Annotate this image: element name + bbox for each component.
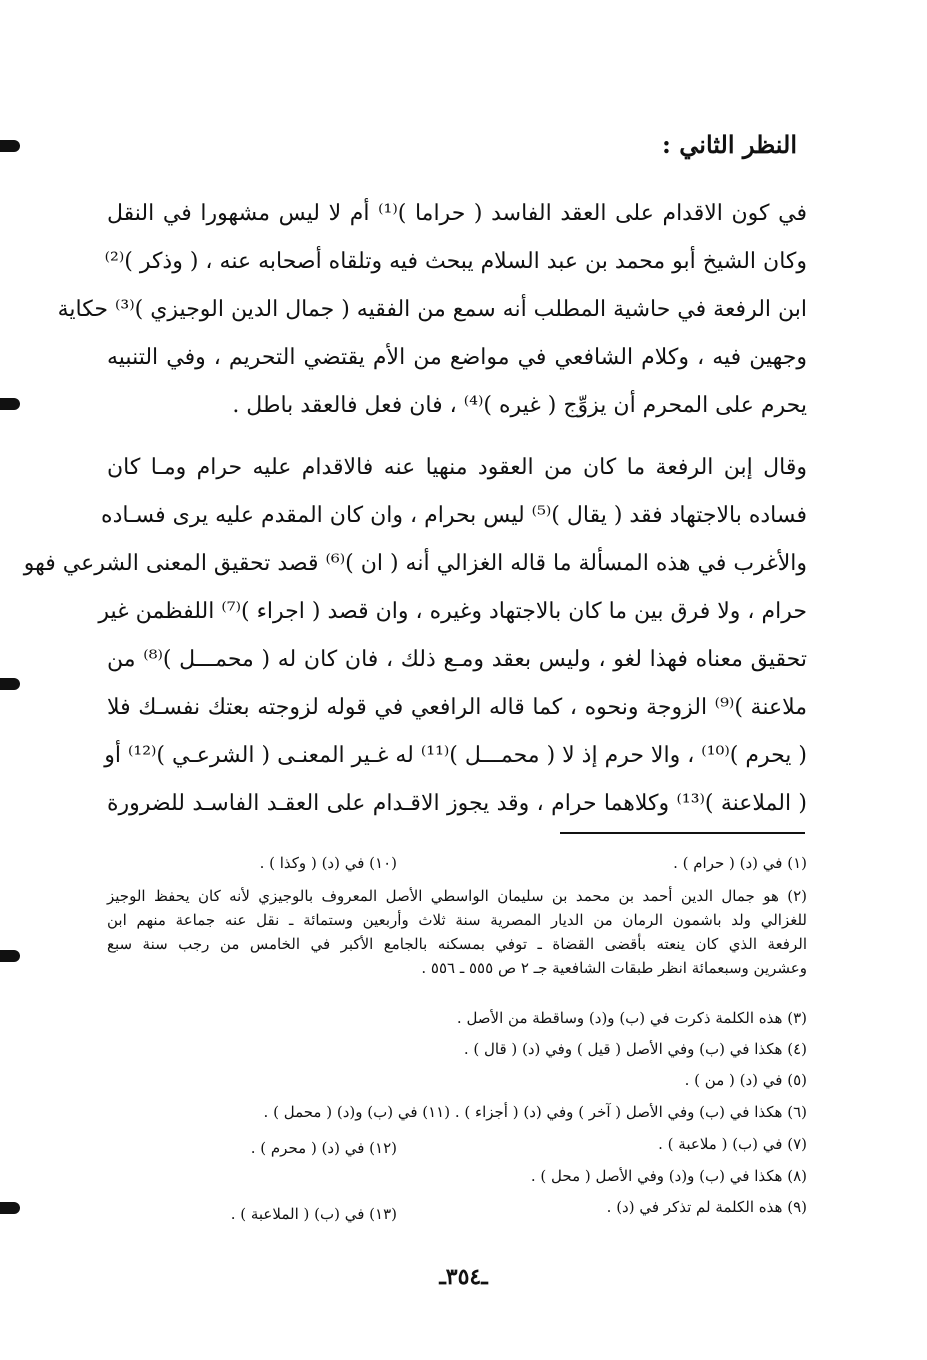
paragraph-2-line: وقال إبن الرفعة ما كان من العقود منهيا عنه فالاقدام عليه حرام ومـا كان bbox=[107, 455, 807, 480]
footnote-2-line: الرفعة الذي كان ينعته بأقضى القضاة ـ توفي بمسكنه بالجامع الأكبر في الخامس من رجب سنة سبع bbox=[107, 935, 807, 953]
footnote-separator bbox=[560, 832, 805, 834]
paragraph-1-line: وجهين فيه ، وكلام الشافعي في مواضع من الأم يقتضي التحريم ، وفي التنبيه bbox=[107, 345, 807, 370]
footnote-2-line: (٢) هو جمال الدين أحمد بن محمد بن سليمان الواسطي الأصل المعروف بالوجيزي لأنه كان يحفظ الوجيز bbox=[107, 887, 807, 905]
paragraph-1-line: يحرم على المحرم أن يزوِّج ( غيره )⁽⁴⁾ ، فان فعل فالعقد باطل . bbox=[232, 393, 807, 418]
footnote-7: (٧) في (ب) ( ملاعبة ) . bbox=[658, 1135, 807, 1153]
section-heading: النظر الثاني : bbox=[662, 130, 797, 159]
paragraph-2-line: ملاعنة )⁽⁹⁾ الزوجة ونحوه ، كما قاله الرافعي في قوله لزوجته بعتك نفسـك فلا bbox=[107, 695, 808, 720]
paragraph-2-line: والأغرب في هذه المسألة ما قاله الغزالي أنه ( ان )⁽⁶⁾ قصد تحقيق المعنى الشرعي فهو bbox=[23, 551, 807, 576]
edge-scan-mark bbox=[0, 398, 20, 410]
edge-scan-mark bbox=[0, 140, 20, 152]
paragraph-2-line: فساده بالاجتهاد فقد ( يقال )⁽⁵⁾ ليس بحرام ، وان كان المقدم عليه يرى فسـاده bbox=[101, 503, 807, 528]
footnote-1: (١) في (د) ( حرام ) . bbox=[673, 854, 807, 872]
footnote-6-and-11: (٦) هكذا في (ب) وفي الأصل ( آخر ) وفي (د) ( أجزاء ) . (١١) في (ب) و(د) ( محمل ) . bbox=[263, 1103, 807, 1121]
edge-scan-mark bbox=[0, 950, 20, 962]
footnote-10: (١٠) في (د) ( وكذا ) . bbox=[259, 854, 397, 872]
edge-scan-mark bbox=[0, 678, 20, 690]
page-number: ـ٣٥٤ـ bbox=[439, 1264, 488, 1290]
paragraph-1-line: ابن الرفعة في حاشية المطلب أنه سمع من الفقيه ( جمال الدين الوجيزي )⁽³⁾ حكاية bbox=[57, 297, 807, 322]
edge-scan-mark bbox=[0, 1202, 20, 1214]
paragraph-1-line: وكان الشيخ أبو محمد بن عبد السلام يبحث فيه وتلقاه أصحابه عنه ، ( وذكر )⁽²⁾ bbox=[104, 249, 807, 274]
footnote-2-line: وعشرين وسبعمائة انظر طبقات الشافعية جـ ٢ ص ٥٥٥ ـ ٥٥٦ . bbox=[421, 959, 807, 977]
footnote-3: (٣) هذه الكلمة ذكرت في (ب) و(د) وساقطة من الأصل . bbox=[456, 1009, 807, 1027]
footnote-4: (٤) هكذا في (ب) وفي الأصل ( قيل ) وفي (د) ( قال ) . bbox=[463, 1040, 807, 1058]
paragraph-2-line: ( الملاعنة )⁽¹³⁾ وكلاهما حرام ، وقد يجوز الاقـدام على العقـد الفاسـد للضرورة bbox=[107, 791, 807, 816]
paragraph-1-line: في كون الاقدام على العقد الفاسد ( حراما )⁽¹⁾ أم لا ليس مشهورا في النقل bbox=[107, 201, 807, 226]
paragraph-2-line: حرام ، ولا فرق بين ما كان بالاجتهاد وغيره ، وان قصد ( اجراء )⁽⁷⁾ اللفظمن غير bbox=[98, 599, 807, 624]
footnote-9: (٩) هذه الكلمة لم تذكر في (د) . bbox=[606, 1198, 807, 1216]
footnote-5: (٥) في (د) ( من ) . bbox=[684, 1071, 807, 1089]
footnote-8: (٨) هكذا في (ب) و(د) وفي الأصل ( محل ) . bbox=[530, 1167, 807, 1185]
paragraph-2-line: ( يحرم )⁽¹⁰⁾ ، والا حرم إذ لا ( محمـــل )⁽¹¹⁾ له غـير المعنـى ( الشرعـي )⁽¹²⁾ أو bbox=[104, 743, 807, 768]
paragraph-2-line: تحقيق معناه فهذا لغو ، وليس بعقد ومـع ذلك ، فان كان له ( محمـــل )⁽⁸⁾ من bbox=[107, 647, 808, 672]
footnote-2-line: للغزالي ولد باشمون الرمان من الديار المصرية سنة ثلاث وأربعين وستمائة ـ نقل عنه جماعة منهم ابن bbox=[107, 911, 807, 929]
footnote-13: (١٣) في (ب) ( الملاعبة ) . bbox=[230, 1205, 397, 1223]
footnote-12: (١٢) في (د) ( محرم ) . bbox=[250, 1139, 397, 1157]
